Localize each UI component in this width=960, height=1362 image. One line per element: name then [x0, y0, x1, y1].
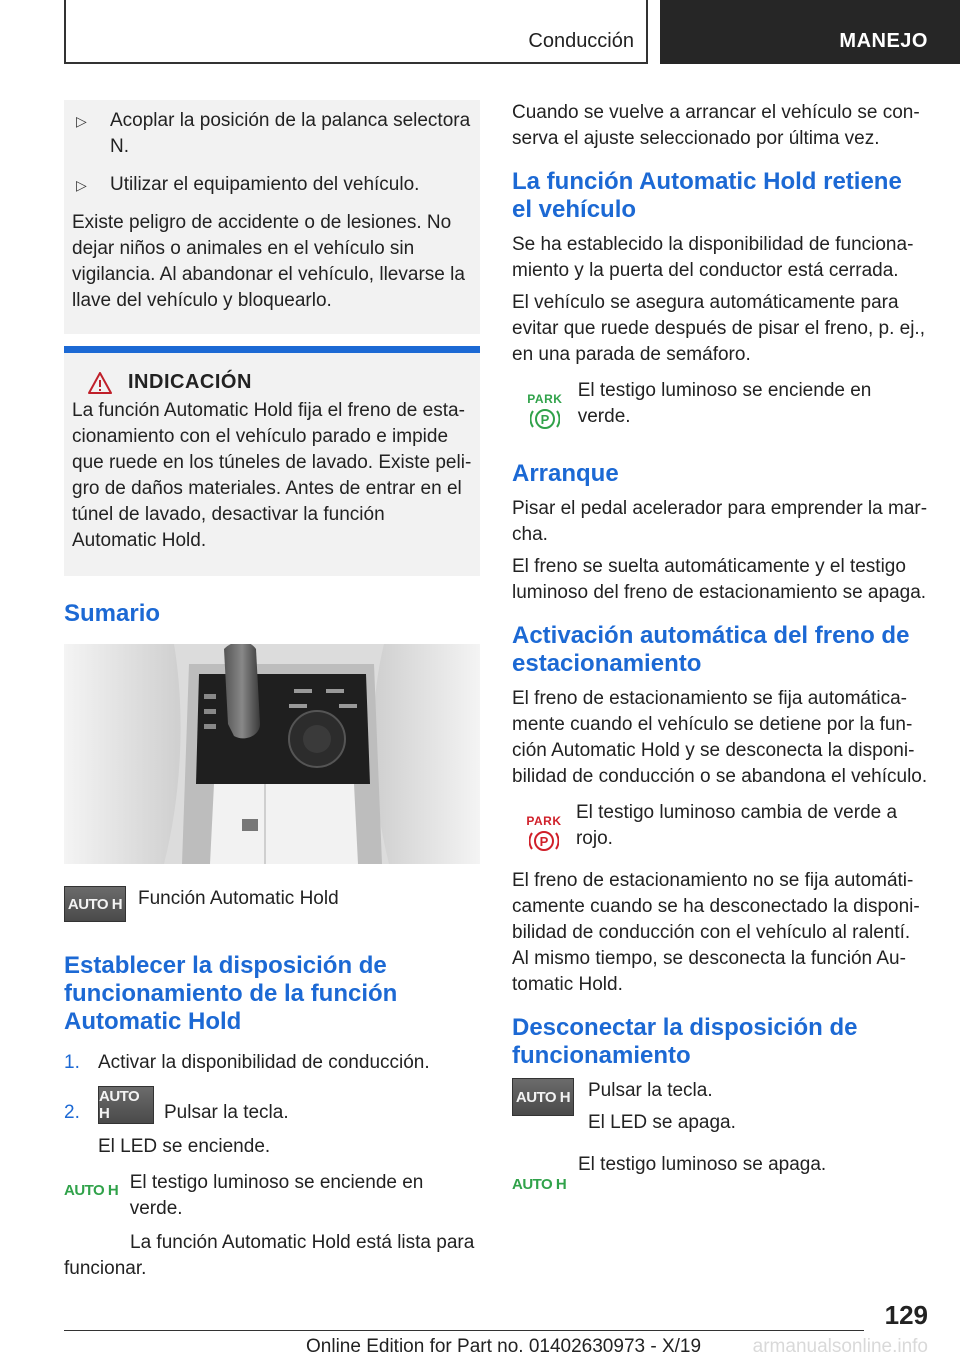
indicator-icon-wrap	[512, 1152, 578, 1194]
disconnect-instructions	[588, 1078, 736, 1136]
indicator-icon-wrap	[64, 1170, 130, 1200]
warning-text: Existe peligro de accidente o de lesiones. No dejar niños o animales en el vehículo sin vigilancia. Al abandonar el vehículo, llevarse la llave del vehículo y bloquearlo.	[72, 212, 465, 311]
park-green-row	[512, 378, 928, 432]
step-number: 2.	[64, 1102, 80, 1123]
note-text: La función Automatic Hold fija el freno de estacionamiento con el vehículo parado e impide que ruede en los túneles de lavado. Existe peligro de daños materiales. Antes de entrar en el túnel de lavado, desactivar la función Automatic Hold.	[72, 400, 472, 551]
right-column	[512, 100, 928, 1194]
restart-text: Cuando se vuelve a arrancar el vehículo se conserva el ajuste seleccionado por última vez.	[512, 102, 920, 149]
park-red-text: El testigo luminoso cambia de verde a rojo.	[575, 802, 898, 849]
triangle-bullet-icon: ▷	[76, 177, 87, 193]
step-item	[64, 1050, 480, 1076]
left-column	[64, 100, 480, 1282]
autoh-button-row	[64, 886, 480, 922]
note-header	[72, 371, 472, 394]
header-chapter-title: MANEJO	[839, 30, 928, 52]
header-chapter-tab	[660, 0, 960, 64]
console-photo	[64, 644, 480, 864]
list-item	[72, 108, 472, 160]
step-text: Activar la disponibilidad de conducción.	[98, 1052, 430, 1073]
autoh-indicator-icon: AUTO H	[64, 1182, 119, 1199]
autoh-indicator-icon: AUTO H	[512, 1176, 567, 1193]
bullet-text: Acoplar la posición de la palanca selectora N.	[110, 110, 471, 157]
hold-paragraph-1: Se ha establecido la disponibilidad de funcionamiento y la puerta del conductor está cerrada.	[512, 234, 914, 281]
auto-paragraph-1: El freno de estacionamiento se fija automáticamente cuando el vehículo se detiene por la función Automatic Hold y se desconecta la disponibilidad de conducción o se abandona el vehículo.	[512, 688, 928, 787]
indicator-row	[64, 1170, 480, 1222]
park-green-text: El testigo luminoso se enciende en verde.	[577, 380, 872, 427]
bullet-text: Utilizar el equipamiento del vehículo.	[110, 174, 420, 195]
ready-text: La función Automatic Hold está lista para funcionar.	[64, 1232, 475, 1279]
auto-paragraph-2: El freno de estacionamiento no se fija automáticamente cuando se ha desconectado la disponibilidad de conducción con el vehículo al ralentí. Al mismo tiempo, se desconecta la función Automatic Hold.	[512, 870, 920, 995]
park-label: PARK	[526, 814, 562, 828]
note-divider	[64, 346, 480, 353]
indicator-off-text: El testigo luminoso se apaga.	[578, 1154, 827, 1175]
press-key-text: Pulsar la tecla.	[588, 1080, 713, 1101]
disconnect-heading: Desconectar la disposición de funcionamiento	[512, 1014, 858, 1069]
parking-brake-icon	[529, 828, 559, 854]
auto-activation-heading: Activación automática del freno de estacionamiento	[512, 622, 910, 677]
start-heading: Arranque	[512, 460, 619, 487]
header-section-title: Conducción	[528, 30, 634, 52]
indicator-off-row	[512, 1152, 928, 1194]
svg-text:P: P	[540, 412, 550, 427]
step-item	[64, 1086, 480, 1126]
note-title: INDICACIÓN	[128, 371, 252, 393]
warning-box	[64, 100, 480, 334]
list-item	[72, 172, 472, 198]
svg-text:P: P	[539, 834, 549, 849]
step-number: 1.	[64, 1052, 80, 1073]
header-section-tab	[64, 0, 648, 64]
autoh-button-icon: AUTO H	[64, 886, 126, 922]
autoh-button-icon: AUTO H	[98, 1086, 154, 1124]
warning-triangle-icon	[88, 372, 112, 394]
park-red-row	[512, 800, 928, 854]
button-icon-wrap	[512, 1078, 588, 1116]
button-caption: Función Automatic Hold	[138, 888, 339, 909]
park-label: PARK	[527, 392, 563, 406]
indicator-on-text: El testigo luminoso se enciende en verde.	[129, 1172, 424, 1219]
park-green-icon	[512, 378, 578, 432]
hold-paragraph-2: El vehículo se asegura automáticamente para evitar que ruede después de pisar el freno, p. ej., en una parada de semáforo.	[512, 292, 925, 365]
footer-watermark: armanualsonline.info	[752, 1336, 928, 1357]
page-number: 129	[884, 1300, 928, 1330]
setup-heading: Establecer la disposición de funcionamiento de la función Automatic Hold	[64, 952, 398, 1035]
parking-brake-icon	[530, 406, 560, 432]
footer-divider	[64, 1330, 864, 1331]
step-text: Pulsar la tecla.	[164, 1102, 289, 1123]
start-paragraph-1: Pisar el pedal acelerador para emprender la marcha.	[512, 498, 928, 545]
triangle-bullet-icon: ▷	[76, 113, 87, 129]
start-paragraph-2: El freno se suelta automáticamente y el testigo luminoso del freno de estacionamiento se apaga.	[512, 556, 927, 603]
led-on-text: El LED se enciende.	[98, 1136, 271, 1157]
hold-heading: La función Automatic Hold retiene el vehículo	[512, 168, 902, 223]
overview-heading: Sumario	[64, 600, 161, 627]
center-console-image	[64, 644, 480, 864]
disconnect-button-row	[512, 1078, 928, 1136]
footer-edition: Online Edition for Part no. 01402630973 - X/19	[306, 1336, 702, 1357]
note-box	[64, 353, 480, 576]
led-off-text: El LED se apaga.	[588, 1112, 736, 1133]
autoh-button-icon: AUTO H	[512, 1078, 574, 1116]
park-red-icon	[512, 800, 576, 854]
